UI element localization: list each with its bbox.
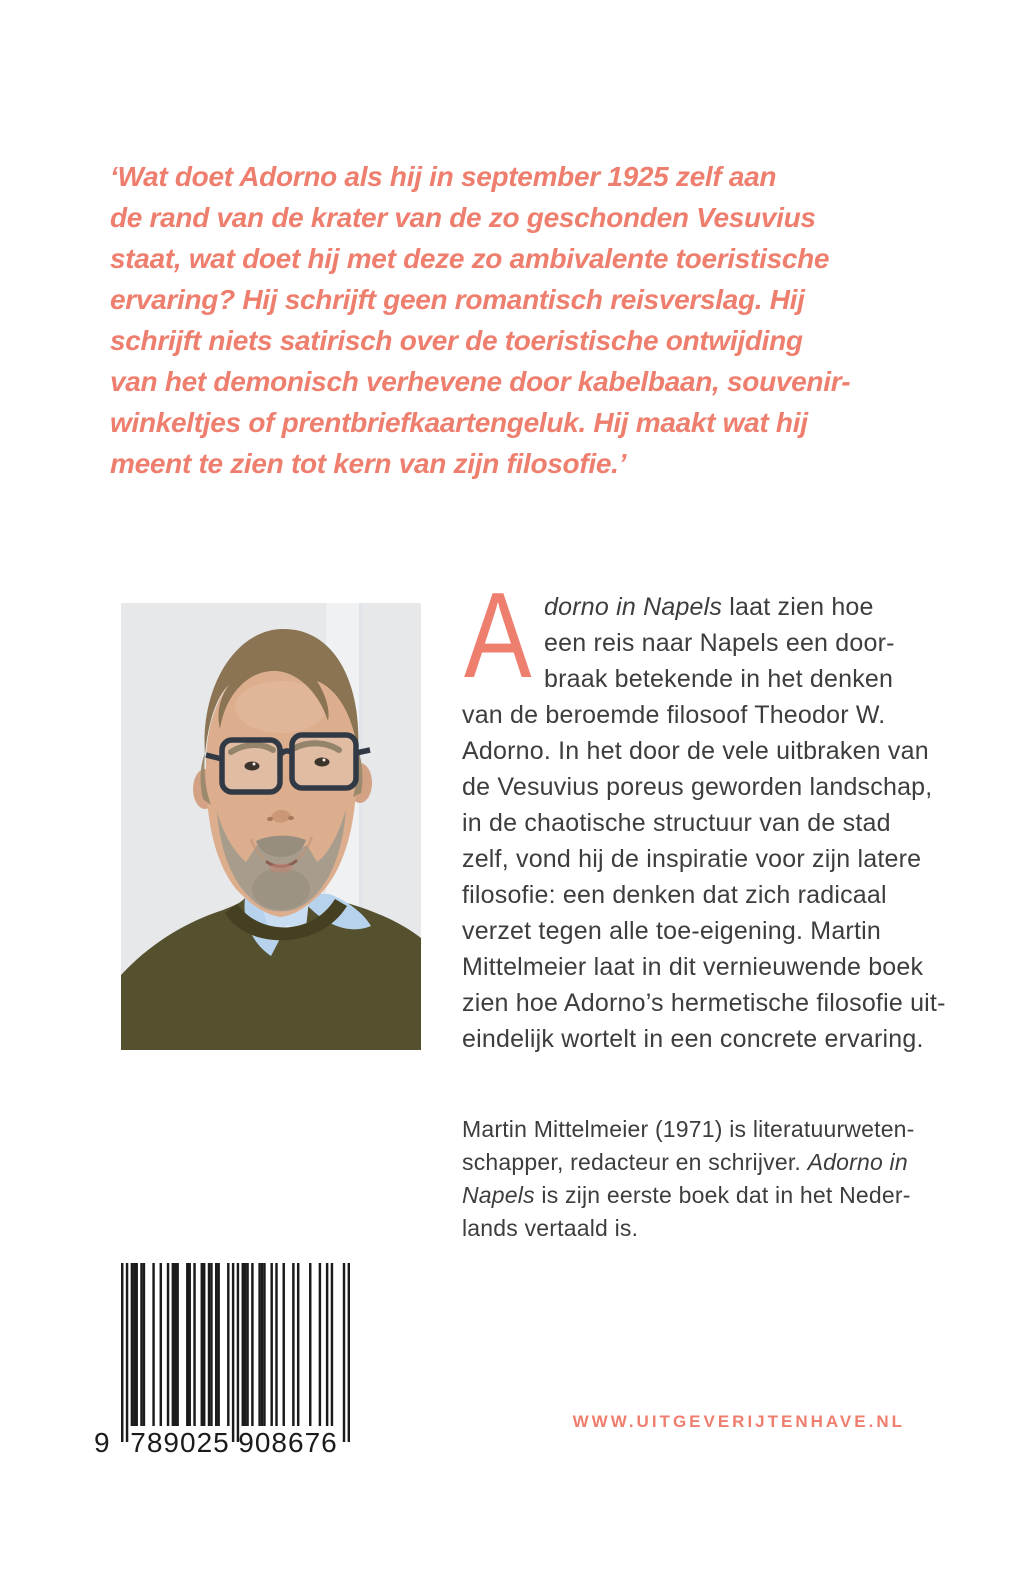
text-line: Martin Mittelmeier (1971) is literatuurweten- — [462, 1116, 915, 1142]
text-line: in de chaotische structuur van de stad — [462, 809, 891, 837]
text-line: schrijft niets satirisch over de toeristische ontwijding — [110, 325, 803, 356]
text-line: ‘Wat doet Adorno als hij in september 1925 zelf aan — [110, 161, 777, 192]
text-line: van het demonisch verhevene door kabelbaan, souvenir- — [110, 366, 851, 397]
text-line: de Vesuvius poreus geworden landschap, — [462, 773, 933, 801]
text-line: braak betekende in het denken — [544, 665, 894, 693]
text-line: van de beroemde filosoof Theodor W. — [462, 701, 886, 729]
text-line: meent te zien tot kern van zijn filosofie.’ — [110, 448, 627, 479]
text-line: Adorno. In het door de vele uitbraken van — [462, 737, 929, 765]
text-line: filosofie: een denken dat zich radicaal — [462, 881, 887, 909]
text-line: zien hoe Adorno’s hermetische filosofie uit- — [462, 989, 946, 1017]
book-description — [462, 567, 946, 1057]
text-line: de rand van de krater van de zo geschonden Vesuvius — [110, 202, 816, 233]
text-line: winkeltjes of prentbriefkaartengeluk. Hij maakt wat hij — [110, 407, 808, 438]
text-line: lands vertaald is. — [462, 1215, 639, 1241]
text-line: Napels is zijn eerste boek dat in het Neder- — [462, 1182, 911, 1208]
text-line: eindelijk wortelt in een concrete ervaring. — [462, 1025, 924, 1053]
author-photo — [121, 603, 421, 1050]
author-bio — [462, 1113, 914, 1245]
author-portrait-illustration — [121, 603, 421, 1050]
text-line: dorno in Napels laat zien hoe — [544, 593, 874, 621]
dropcap-letter: A — [464, 567, 532, 703]
text-line: verzet tegen alle toe-eigening. Martin — [462, 917, 881, 945]
barcode-right-digits: 908676 — [238, 1427, 338, 1458]
barcode-prefix-digit: 9 — [94, 1427, 111, 1458]
text-line: zelf, vond hij de inspiratie voor zijn latere — [462, 845, 922, 873]
text-line: Mittelmeier laat in dit vernieuwende boek — [462, 953, 924, 981]
text-line: ervaring? Hij schrijft geen romantisch reisverslag. Hij — [110, 284, 805, 315]
text-line: een reis naar Napels een door- — [544, 629, 895, 657]
pull-quote — [110, 156, 910, 484]
text-line: staat, wat doet hij met deze zo ambivalente toeristische — [110, 243, 830, 274]
barcode-bars — [121, 1263, 350, 1444]
publisher-website: WWW.UITGEVERIJTENHAVE.NL — [572, 1412, 905, 1431]
text-line: schapper, redacteur en schrijver. Adorno in — [462, 1149, 908, 1175]
isbn-barcode — [94, 1263, 356, 1459]
barcode-left-digits: 789025 — [130, 1427, 230, 1458]
